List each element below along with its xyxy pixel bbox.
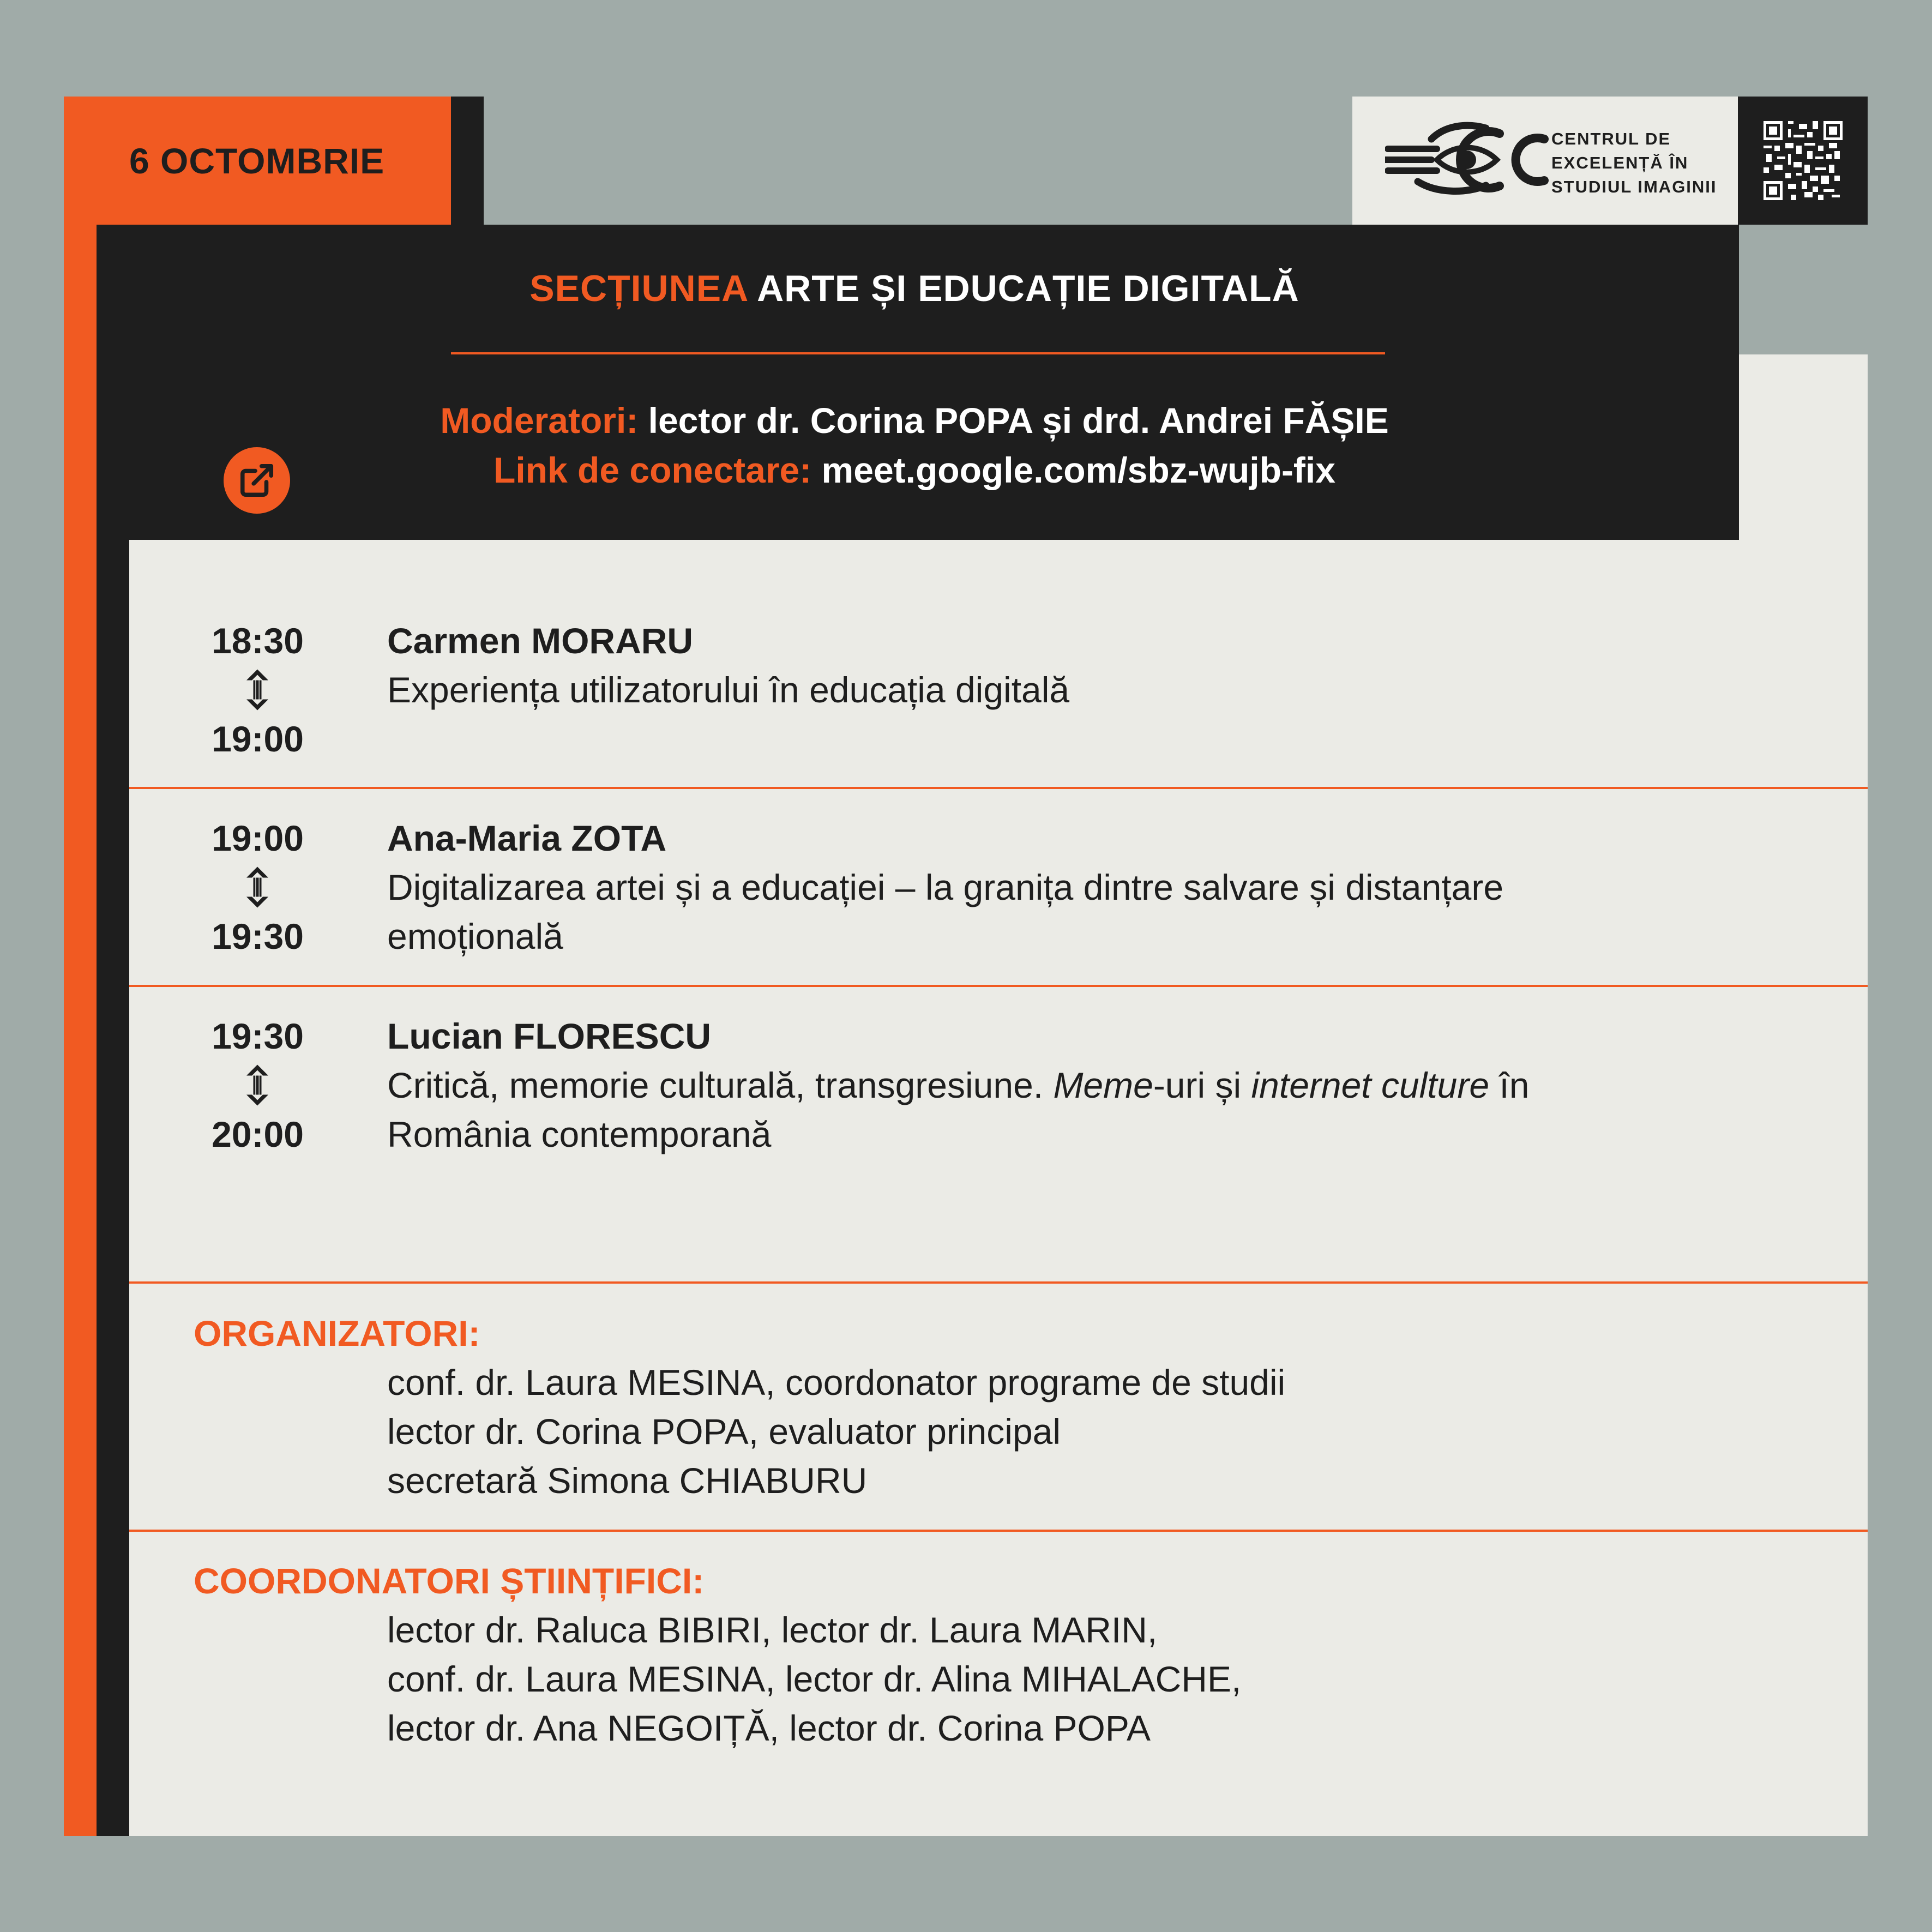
section-title <box>129 267 1700 310</box>
divider <box>129 1530 1868 1532</box>
logo-line: EXCELENȚĂ ÎN <box>1551 153 1689 172</box>
moderators-value: lector dr. Corina POPA și drd. Andrei FĂȘIE <box>648 400 1389 441</box>
end-time: 20:00 <box>212 1114 304 1154</box>
coordinator-line: lector dr. Ana NEGOIȚĂ, lector dr. Corina POPA <box>387 1708 1151 1748</box>
logo-line: STUDIUL IMAGINII <box>1551 177 1717 196</box>
up-down-arrow-icon <box>244 1063 271 1107</box>
qr-code-icon[interactable] <box>1764 121 1843 200</box>
eye-hand-logo-icon <box>1385 117 1549 202</box>
moderators-label: Moderatori: <box>440 400 639 441</box>
organizers-heading: ORGANIZATORI: <box>194 1313 480 1353</box>
speaker-name: Lucian FLORESCU <box>387 1016 712 1056</box>
moderators-line <box>129 400 1700 441</box>
talk-title-part: Critică, memorie culturală, transgresiune. <box>387 1065 1054 1105</box>
divider <box>129 787 1868 789</box>
section-name: ARTE ȘI EDUCAȚIE DIGITALĂ <box>757 268 1299 309</box>
speaker-name: Carmen MORARU <box>387 621 694 661</box>
speaker-name: Ana-Maria ZOTA <box>387 818 667 858</box>
start-time: 19:00 <box>212 818 304 858</box>
organizer-line: lector dr. Corina POPA, evaluator principal <box>387 1411 1061 1452</box>
coordinator-line: lector dr. Raluca BIBIRI, lector dr. Laura MARIN, <box>387 1610 1158 1650</box>
date-label: 6 OCTOMBRIE <box>129 140 385 181</box>
talk-title-part: în <box>1489 1065 1530 1105</box>
talk-title-continued: emoțională <box>387 916 563 956</box>
talk-title <box>387 1061 1750 1110</box>
talk-title: Experiența utilizatorului în educația digitală <box>387 670 1070 710</box>
meeting-link[interactable]: meet.google.com/sbz-wujb-fix <box>821 450 1335 490</box>
up-down-arrow-icon <box>244 865 271 909</box>
orange-side-strip <box>64 97 97 1836</box>
link-label: Link de conectare: <box>493 450 812 490</box>
divider <box>129 985 1868 987</box>
logo-text <box>1551 127 1717 199</box>
talk-title-italic: internet culture <box>1251 1065 1490 1105</box>
title-divider <box>451 352 1385 354</box>
talk-title-part: -uri și <box>1153 1065 1251 1105</box>
talk-title-continued: România contemporană <box>387 1114 772 1154</box>
coordinators-heading: COORDONATORI ȘTIINȚIFICI: <box>194 1561 705 1601</box>
date-tab-shadow <box>451 97 484 225</box>
section-prefix: SECȚIUNEA <box>529 268 748 309</box>
start-time: 18:30 <box>212 621 304 661</box>
organizer-line: secretară Simona CHIABURU <box>387 1460 868 1501</box>
start-time: 19:30 <box>212 1016 304 1056</box>
end-time: 19:30 <box>212 916 304 956</box>
talk-title-italic: Meme <box>1053 1065 1153 1105</box>
divider <box>129 1281 1868 1284</box>
external-link-icon[interactable] <box>224 447 290 514</box>
talk-title: Digitalizarea artei și a educației – la granița dintre salvare și distanțare <box>387 867 1504 907</box>
up-down-arrow-icon <box>244 668 271 712</box>
organizer-line: conf. dr. Laura MESINA, coordonator programe de studii <box>387 1362 1286 1403</box>
coordinator-line: conf. dr. Laura MESINA, lector dr. Alina MIHALACHE, <box>387 1659 1242 1699</box>
link-line <box>129 449 1700 491</box>
end-time: 19:00 <box>212 719 304 759</box>
logo-line: CENTRUL DE <box>1551 129 1671 148</box>
